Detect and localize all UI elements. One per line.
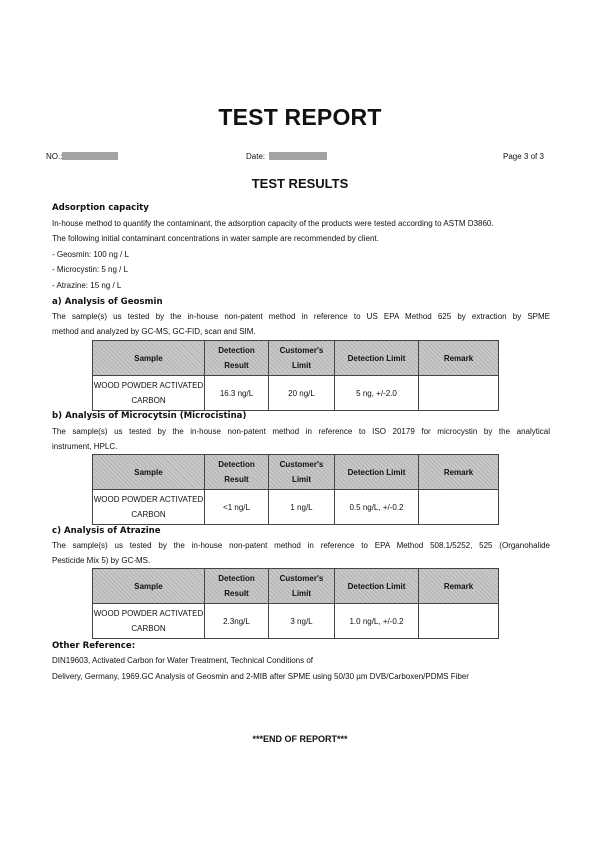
other-reference-heading: Other Reference: [52,641,136,651]
header-customer-limit: Customer's Limit [269,341,335,376]
result-cell: 2.3ng/L [205,604,269,639]
adsorption-line: The following initial contaminant concentrations in water sample are recommended by client. [52,234,379,243]
sample-cell: WOOD POWDER ACTIVATED CARBON [93,490,205,525]
table-header-row [93,569,499,604]
limit-cell: 3 ng/L [269,604,335,639]
adsorption-heading: Adsorption capacity [52,203,149,213]
limit-cell: 1 ng/L [269,490,335,525]
sample-cell: WOOD POWDER ACTIVATED CARBON [93,604,205,639]
header-detection-limit: Detection Limit [335,569,419,604]
header-remark: Remark [419,569,499,604]
result-cell: 16.3 ng/L [205,376,269,411]
remark-cell [419,490,499,525]
section-title: TEST RESULTS [251,176,349,191]
sample-cell: WOOD POWDER ACTIVATED CARBON [93,376,205,411]
table-row [93,490,499,525]
reference-line: Delivery, Germany, 1969.GC Analysis of Geosmin and 2-MIB after SPME using 50/30 µm DVB/Carboxen/PDMS Fiber [52,672,469,681]
analysis-text: The sample(s) us tested by the in-house non-patent method in reference to US EPA Method 625 by extraction by SPME [52,312,550,321]
analysis-heading: b) Analysis of Microcytsin (Microcistina) [52,411,247,421]
redacted-number [62,152,118,160]
table-header-row [93,455,499,490]
results-table [92,568,499,639]
adsorption-line: In-house method to quantify the contaminant, the adsorption capacity of the products were tested according to ASTM D3860. [52,219,494,228]
limit-cell: 20 ng/L [269,376,335,411]
header-detection-limit: Detection Limit [335,341,419,376]
detection-limit-cell: 1.0 ng/L, +/-0.2 [335,604,419,639]
results-table [92,454,499,525]
end-of-report: ***END OF REPORT*** [252,734,348,744]
reference-line: DIN19603, Activated Carbon for Water Treatment, Technical Conditions of [52,656,314,665]
table-row [93,604,499,639]
analysis-text: The sample(s) us tested by the in-house non-patent method in reference to ISO 20179 for microcystin by the analytical [52,427,550,436]
concentration-item: - Geosmin: 100 ng / L [52,250,129,259]
concentration-item: - Atrazine: 15 ng / L [52,281,122,290]
analysis-text: Pesticide Mix 5) by GC-MS. [52,556,151,565]
report-number-label: NO.: [46,152,63,161]
report-date-label: Date: [246,152,266,161]
header-remark: Remark [419,455,499,490]
analysis-text: instrument, HPLC. [52,442,118,451]
analysis-text: The sample(s) us tested by the in-house non-patent method in reference to EPA Method 508.1/5252, 525 (Organohalide [52,541,550,550]
page-number: Page 3 of 3 [503,152,544,161]
table-header-row [93,341,499,376]
report-number [46,152,118,161]
analysis-text: method and analyzed by GC-MS, GC-FID, scan and SIM. [52,327,256,336]
analysis-heading: c) Analysis of Atrazine [52,526,161,536]
header-customer-limit: Customer's Limit [269,569,335,604]
header-sample: Sample [93,455,205,490]
detection-limit-cell: 0.5 ng/L, +/-0.2 [335,490,419,525]
results-table [92,340,499,411]
detection-limit-cell: 5 ng, +/-2.0 [335,376,419,411]
report-title: TEST REPORT [218,104,382,130]
header-customer-limit: Customer's Limit [269,455,335,490]
report-date [246,152,327,161]
remark-cell [419,376,499,411]
header-sample: Sample [93,341,205,376]
header-detection-limit: Detection Limit [335,455,419,490]
header-detection-result: Detection Result [205,569,269,604]
concentration-item: - Microcystin: 5 ng / L [52,265,129,274]
header-sample: Sample [93,569,205,604]
redacted-date [269,152,327,160]
remark-cell [419,604,499,639]
analysis-heading: a) Analysis of Geosmin [52,297,163,307]
header-detection-result: Detection Result [205,455,269,490]
table-row [93,376,499,411]
header-detection-result: Detection Result [205,341,269,376]
header-remark: Remark [419,341,499,376]
result-cell: <1 ng/L [205,490,269,525]
